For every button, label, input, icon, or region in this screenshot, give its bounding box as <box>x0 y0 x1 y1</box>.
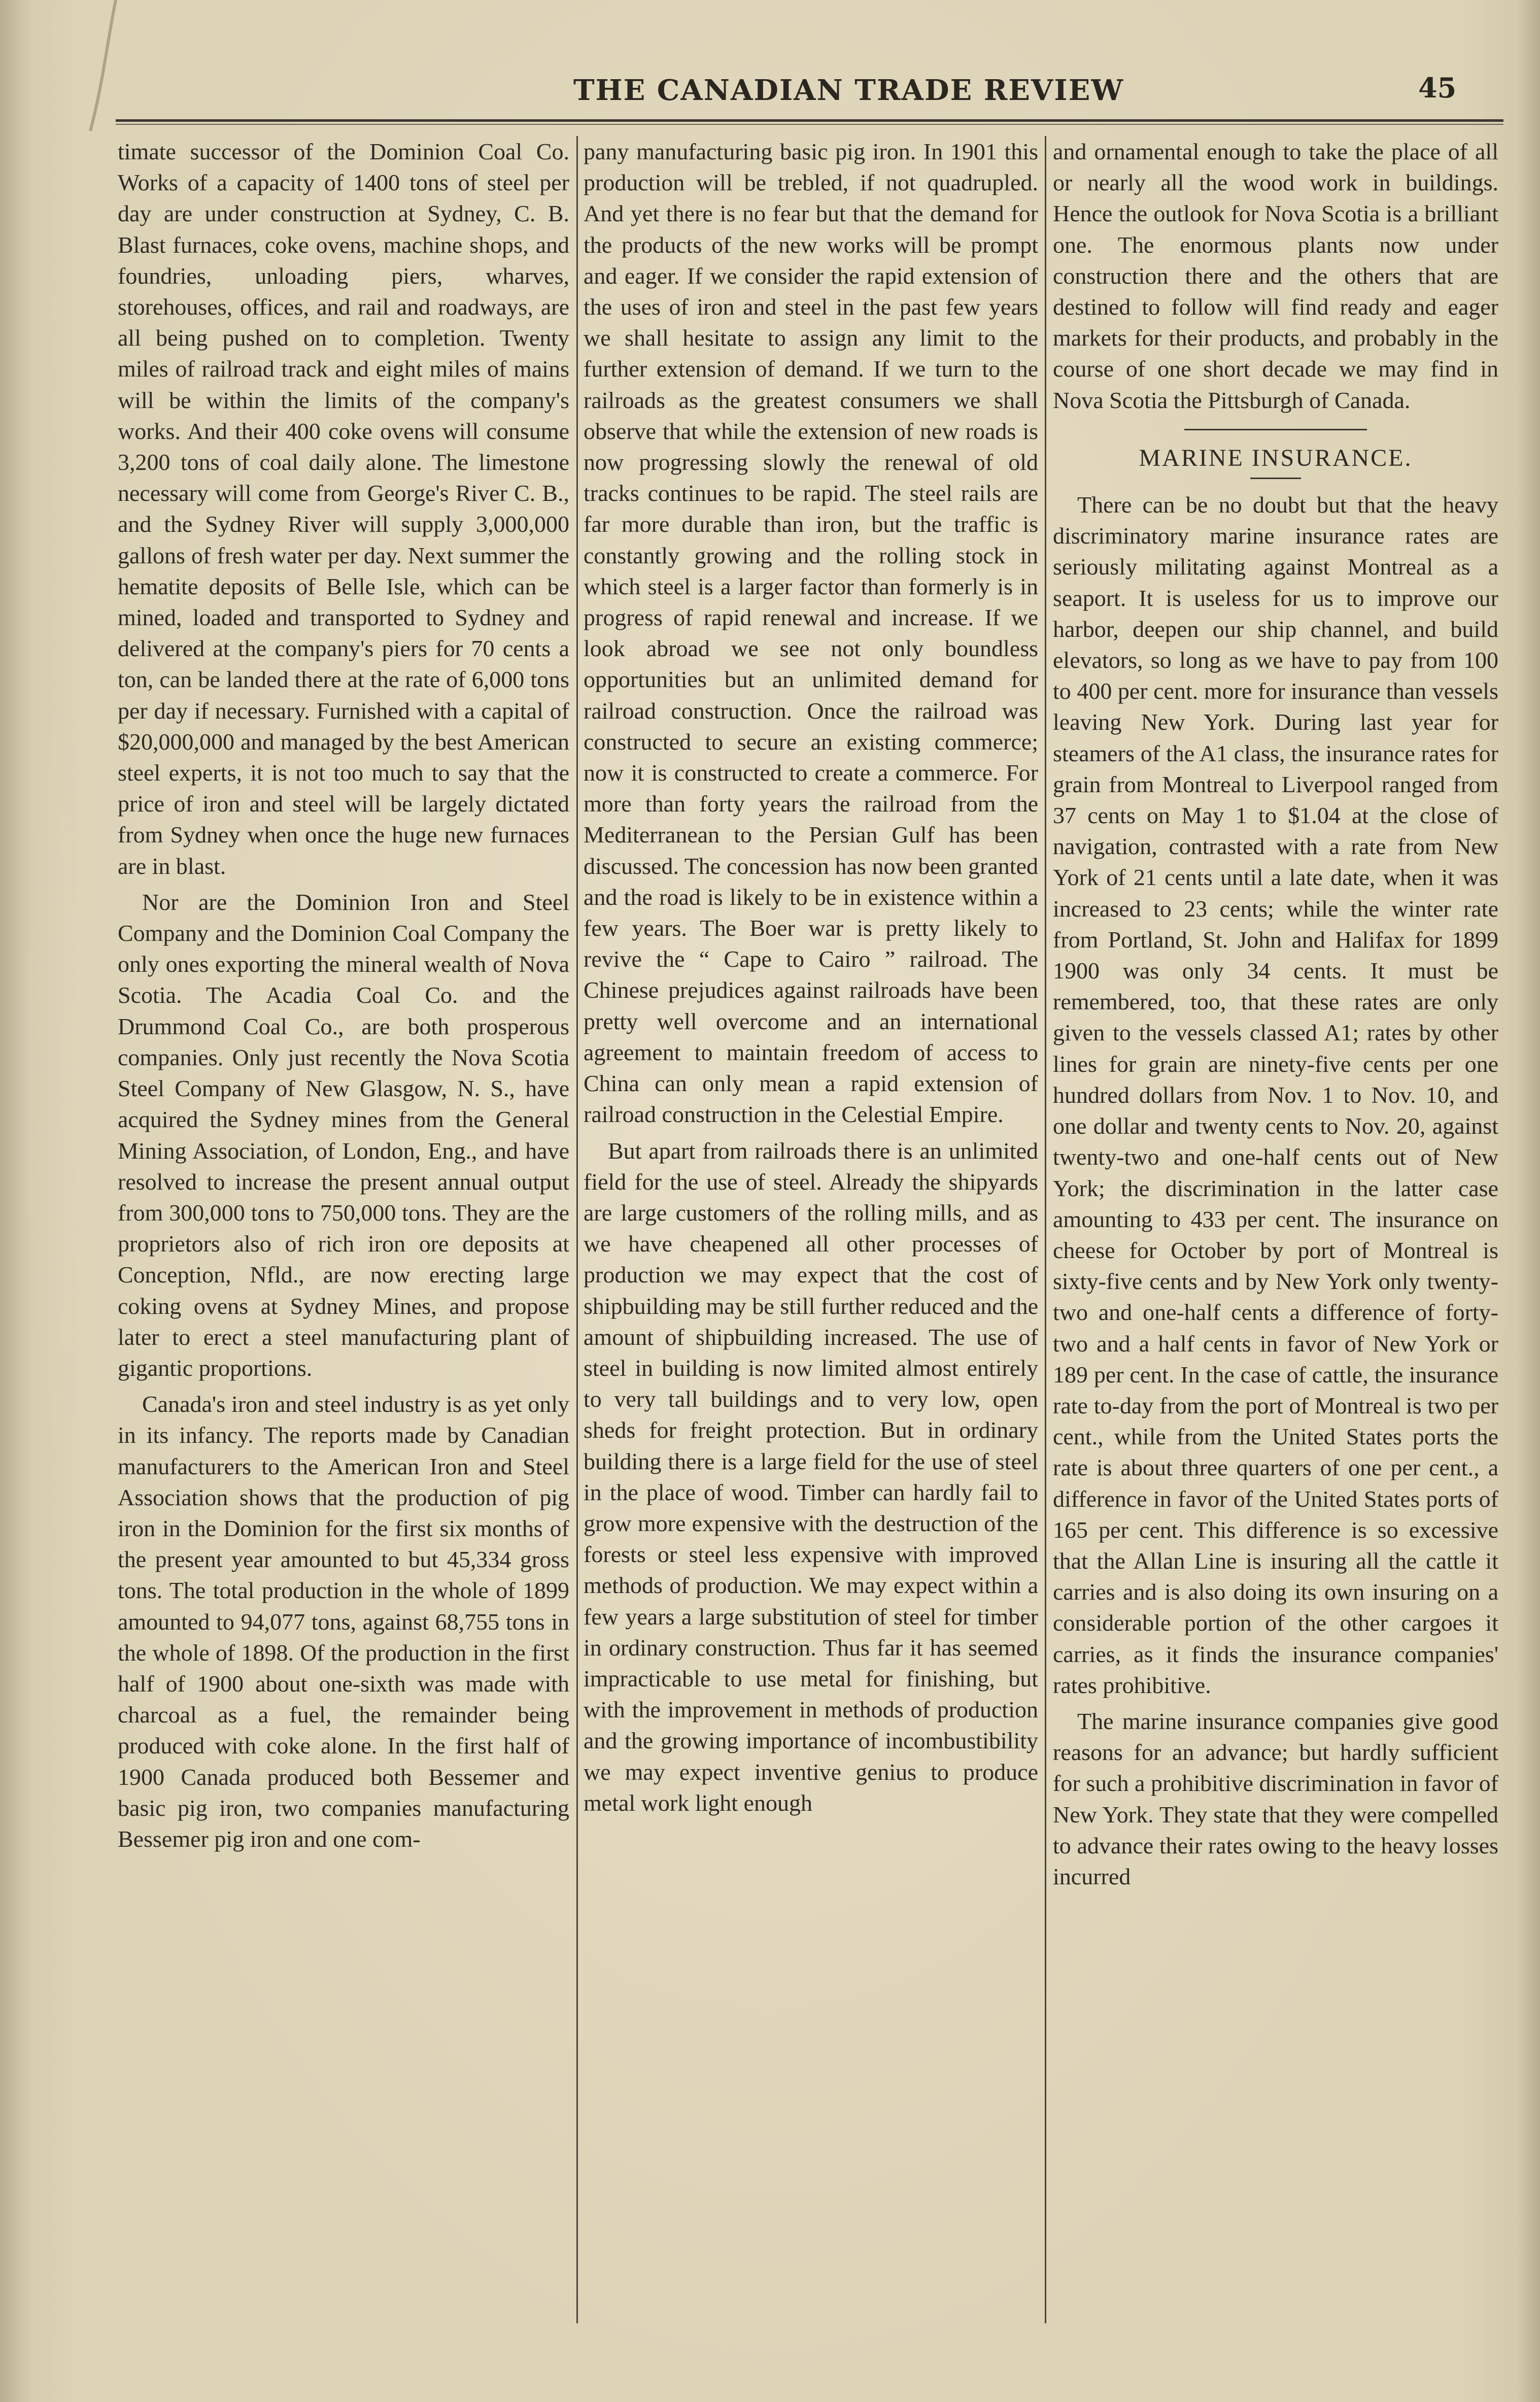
page-number: 45 <box>1418 72 1457 104</box>
column-2 <box>584 136 1038 1823</box>
paragraph: There can be no doubt but that the heavy discriminatory marine insurance rates are seriously militating against Montreal as a seaport. It is useless for us to improve our harbor, deepen our ship channel, and build elevators, so long as we have to pay from 100 to 400 per cent. more for insurance than vessels leaving New York. During last year for steamers of the A1 class, the insurance rates for grain from Montreal to Liverpool ranged from 37 cents on May 1 to $1.04 at the close of navigation, contrasted with a rate from New York of 21 cents until a late date, when it was increased to 23 cents; while the winter rate from Portland, St. John and Halifax for 1899 1900 was only 34 cents. It must be remembered, too, that these rates are only given to the vessels classed A1; rates by other lines for grain are ninety-five cents per one hundred dollars from Nov. 1 to Nov. 10, and one dollar and twenty cents to Nov. 20, against twenty-two and one-half cents out of New York; the discrimination in the latter case amounting to 433 per cent. The insurance on cheese for October by port of Montreal is sixty-five cents and by New York only twenty-two and one-half cents a difference of forty-two and a half cents in favor of New York or 189 per cent. In the case of cattle, the insurance rate to-day from the port of Montreal is two per cent., while from the United States ports the rate is about three quarters of one per cent., a difference in favor of the United States ports of 165 per cent. This difference is so excessive that the Allan Line is insuring all the cattle it carries and is also doing its own insuring on a considerable portion of the other cargoes it carries, as it finds the insurance companies' rates prohibitive. <box>1053 492 1498 1698</box>
running-title: THE CANADIAN TRADE REVIEW <box>573 74 1124 107</box>
paragraph: Canada's iron and steel industry is as yet only in its infancy. The reports made by Canadian manufacturers to the American Iron and Steel Association shows that the production of pig iron in the Dominion for the first six months of the present year amounted to but 45,334 gross tons. The total production in the whole of 1899 amounted to 94,077 tons, against 68,755 tons in the whole of 1898. Of the production in the first half of 1900 about one-sixth was made with charcoal as a fuel, the remainder being produced with coke alone. In the first half of 1900 Canada produced both Bessemer and basic pig iron, two companies manufacturing Bessemer pig iron and one com- <box>118 1391 569 1852</box>
page-edge-mark <box>85 0 131 132</box>
heading-flourish <box>1250 478 1301 479</box>
column-3 <box>1053 136 1498 1897</box>
paragraph: Nor are the Dominion Iron and Steel Company and the Dominion Coal Company the only ones exporting the mineral wealth of Nova Scotia. The Acadia Coal Co. and the Drummond Coal Co., are both prosperous companies. Only just recently the Nova Scotia Steel Company of New Glasgow, N. S., have acquired the Sydney mines from the General Mining Association, of London, Eng., and have resolved to increase the present annual output from 300,000 tons to 750,000 tons. They are the proprietors also of rich iron ore deposits at Conception, Nfld., are now erecting large coking ovens at Sydney Mines, and propose later to erect a steel manufacturing plant of gigantic proportions. <box>118 889 569 1381</box>
column-rule <box>1045 136 1046 2323</box>
column-1 <box>118 136 569 1859</box>
section-divider <box>1184 429 1367 430</box>
page-header <box>0 69 1540 109</box>
paragraph: But apart from railroads there is an unlimited field for the use of steel. Already the shipyards are large customers of the rolling mills, and as we have cheapened all other processes of production we may expect that the cost of shipbuilding may be still further reduced and the amount of shipbuilding increased. The use of steel in building is now limited almost entirely to very tall buildings and to very low, open sheds for freight protection. But in ordinary building there is a large field for the use of steel in the place of wood. Timber can hardly fail to grow more expensive with the destruction of the forests or steel less expensive with improved methods of production. We may expect within a few years a large substitution of steel for timber in ordinary construction. Thus far it has seemed impracticable to use metal for finishing, but with the improvement in methods of production and the growing importance of incombustibility we may expect inventive genius to produce metal work light enough <box>584 1137 1038 1816</box>
paragraph: pany manufacturing basic pig iron. In 1901 this production will be trebled, if not quadrupled. And yet there is no fear but that the demand for the products of the new works will be prompt and eager. If we consider the rapid extension of the uses of iron and steel in the past few years we shall hesitate to assign any limit to the further extension of demand. If we turn to the railroads as the greatest consumers we shall observe that while the extension of new roads is now progressing slowly the renewal of old tracks continues to be rapid. The steel rails are far more durable than iron, but the traffic is constantly growing and the rolling stock in which steel is a larger factor than formerly is in progress of rapid renewal and increase. If we look abroad we see not only boundless opportunities but an unlimited demand for railroad construction. Once the railroad was constructed to secure an existing commerce; now it is constructed to create a commerce. For more than forty years the railroad from the Mediterranean to the Persian Gulf has been discussed. The concession has now been granted and the road is likely to be in existence within a few years. The Boer war is pretty likely to revive the “ Cape to Cairo ” railroad. The Chinese prejudices against railroads have been pretty well overcome and an international agreement to maintain freedom of access to China can only mean a rapid extension of railroad construction in the Celestial Empire. <box>584 139 1038 1128</box>
header-rule <box>116 119 1503 125</box>
section-heading: MARINE INSURANCE. <box>1139 444 1413 471</box>
paragraph: The marine insurance companies give good reasons for an advance; but hardly sufficient for such a prohibitive discrimination in favor of New York. They state that they were compelled to advance their rates owing to the heavy losses incurred <box>1053 1708 1498 1889</box>
paragraph: and ornamental enough to take the place of all or nearly all the wood work in buildings. Hence the outlook for Nova Scotia is a brilliant one. The enormous plants now under construction there and the others that are destined to follow will find ready and eager markets for their products, and probably in the course of one short decade we may find in Nova Scotia the Pittsburgh of Canada. <box>1053 139 1498 413</box>
paragraph: timate successor of the Dominion Coal Co. Works of a capacity of 1400 tons of steel per day are under construction at Sydney, C. B. Blast furnaces, coke ovens, machine shops, and foundries, unloading piers, wharves, storehouses, offices, and rail and roadways, are all being pushed on to completion. Twenty miles of railroad track and eight miles of mains will be within the limits of the company's works. And their 400 coke ovens will consume 3,200 tons of coal daily alone. The limestone necessary will come from George's River C. B., and the Sydney River will supply 3,000,000 gallons of fresh water per day. Next summer the hematite deposits of Belle Isle, which can be mined, loaded and transported to Sydney and delivered at the company's piers for 70 cents a ton, can be landed there at the rate of 6,000 tons per day if necessary. Furnished with a capital of $20,000,000 and managed by the best American steel experts, it is not too much to say that the price of iron and steel will be largely dictated from Sydney when once the huge new furnaces are in blast. <box>118 139 569 879</box>
column-rule <box>576 136 578 2323</box>
